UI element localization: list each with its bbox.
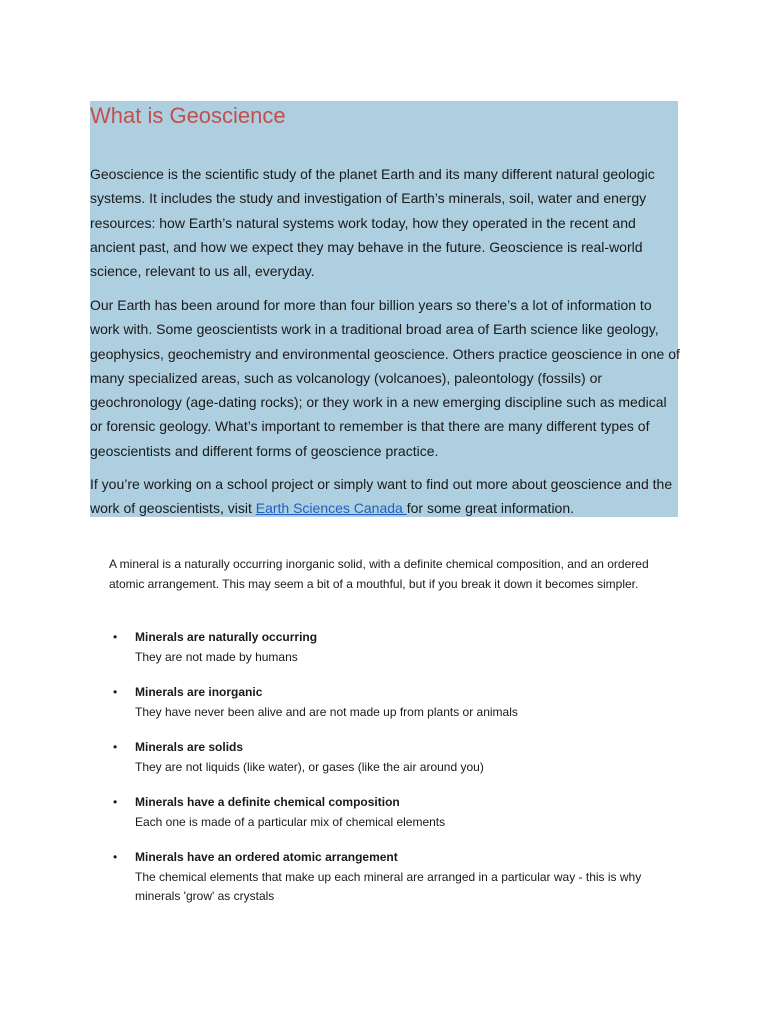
resources-text-after-link: for some great information. bbox=[406, 500, 575, 517]
list-item-title: Minerals are naturally occurring bbox=[135, 630, 318, 644]
mineral-properties-list bbox=[109, 628, 669, 907]
bullet-icon: • bbox=[113, 630, 118, 644]
list-item bbox=[109, 738, 669, 777]
resources-text-before-link: If you’re working on a school project or simply want to find out more about geoscience and the work of geoscientists, visit bbox=[90, 476, 673, 517]
earth-sciences-canada-link[interactable]: Earth Sciences Canada bbox=[255, 500, 407, 517]
geoscience-fields-paragraph: Our Earth has been around for more than four billion years so there’s a lot of information to work with. Some geoscientists work in a traditional broad area of Earth science like geology, geophysics, geochemistry and environmental geoscience. Others practice geoscience in one of many specialized areas, such as volcanology (volcanoes), paleontology (fossils) or geochronology (age-dating rocks); or they work in a new emerging discipline such as medical or forensic geology. What’s important to remember is that there are many different types of geoscientists and different forms of geoscience practice. bbox=[90, 297, 680, 459]
intro-paragraph: Geoscience is the scientific study of the planet Earth and its many different natural geologic systems. It includes the study and investigation of Earth’s minerals, soil, water and energy resources: how Earth’s natural systems work today, how they operated in the recent and ancient past, and how we expect they may behave in the future. Geoscience is real-world science, relevant to us all, everyday. bbox=[90, 166, 655, 280]
page-title: What is Geoscience bbox=[90, 103, 286, 128]
mineral-definition: A mineral is a naturally occurring inorganic solid, with a definite chemical composition, and an ordered atomic arrangement. This may seem a bit of a mouthful, but if you break it down it becomes simpler. bbox=[109, 557, 649, 591]
list-item-description: They are not made by humans bbox=[135, 649, 298, 664]
bullet-icon: • bbox=[113, 740, 118, 754]
bullet-icon: • bbox=[113, 850, 118, 864]
resources-paragraph bbox=[90, 472, 682, 521]
list-item-title: Minerals have a definite chemical composition bbox=[135, 795, 400, 809]
list-item-title: Minerals are solids bbox=[135, 740, 244, 754]
bullet-icon: • bbox=[113, 795, 118, 809]
list-item-title: Minerals have an ordered atomic arrangement bbox=[135, 850, 398, 864]
bullet-icon: • bbox=[113, 685, 118, 699]
list-item-description: Each one is made of a particular mix of chemical elements bbox=[135, 814, 446, 829]
list-item-description: They have never been alive and are not made up from plants or animals bbox=[135, 704, 518, 719]
list-item bbox=[109, 628, 669, 667]
list-item bbox=[109, 848, 669, 907]
list-item bbox=[109, 793, 669, 832]
list-item bbox=[109, 683, 669, 722]
list-item-description: They are not liquids (like water), or gases (like the air around you) bbox=[135, 759, 484, 774]
list-item-description: The chemical elements that make up each mineral are arranged in a particular way - this is why minerals 'grow' as crystals bbox=[135, 869, 642, 903]
list-item-title: Minerals are inorganic bbox=[135, 685, 263, 699]
